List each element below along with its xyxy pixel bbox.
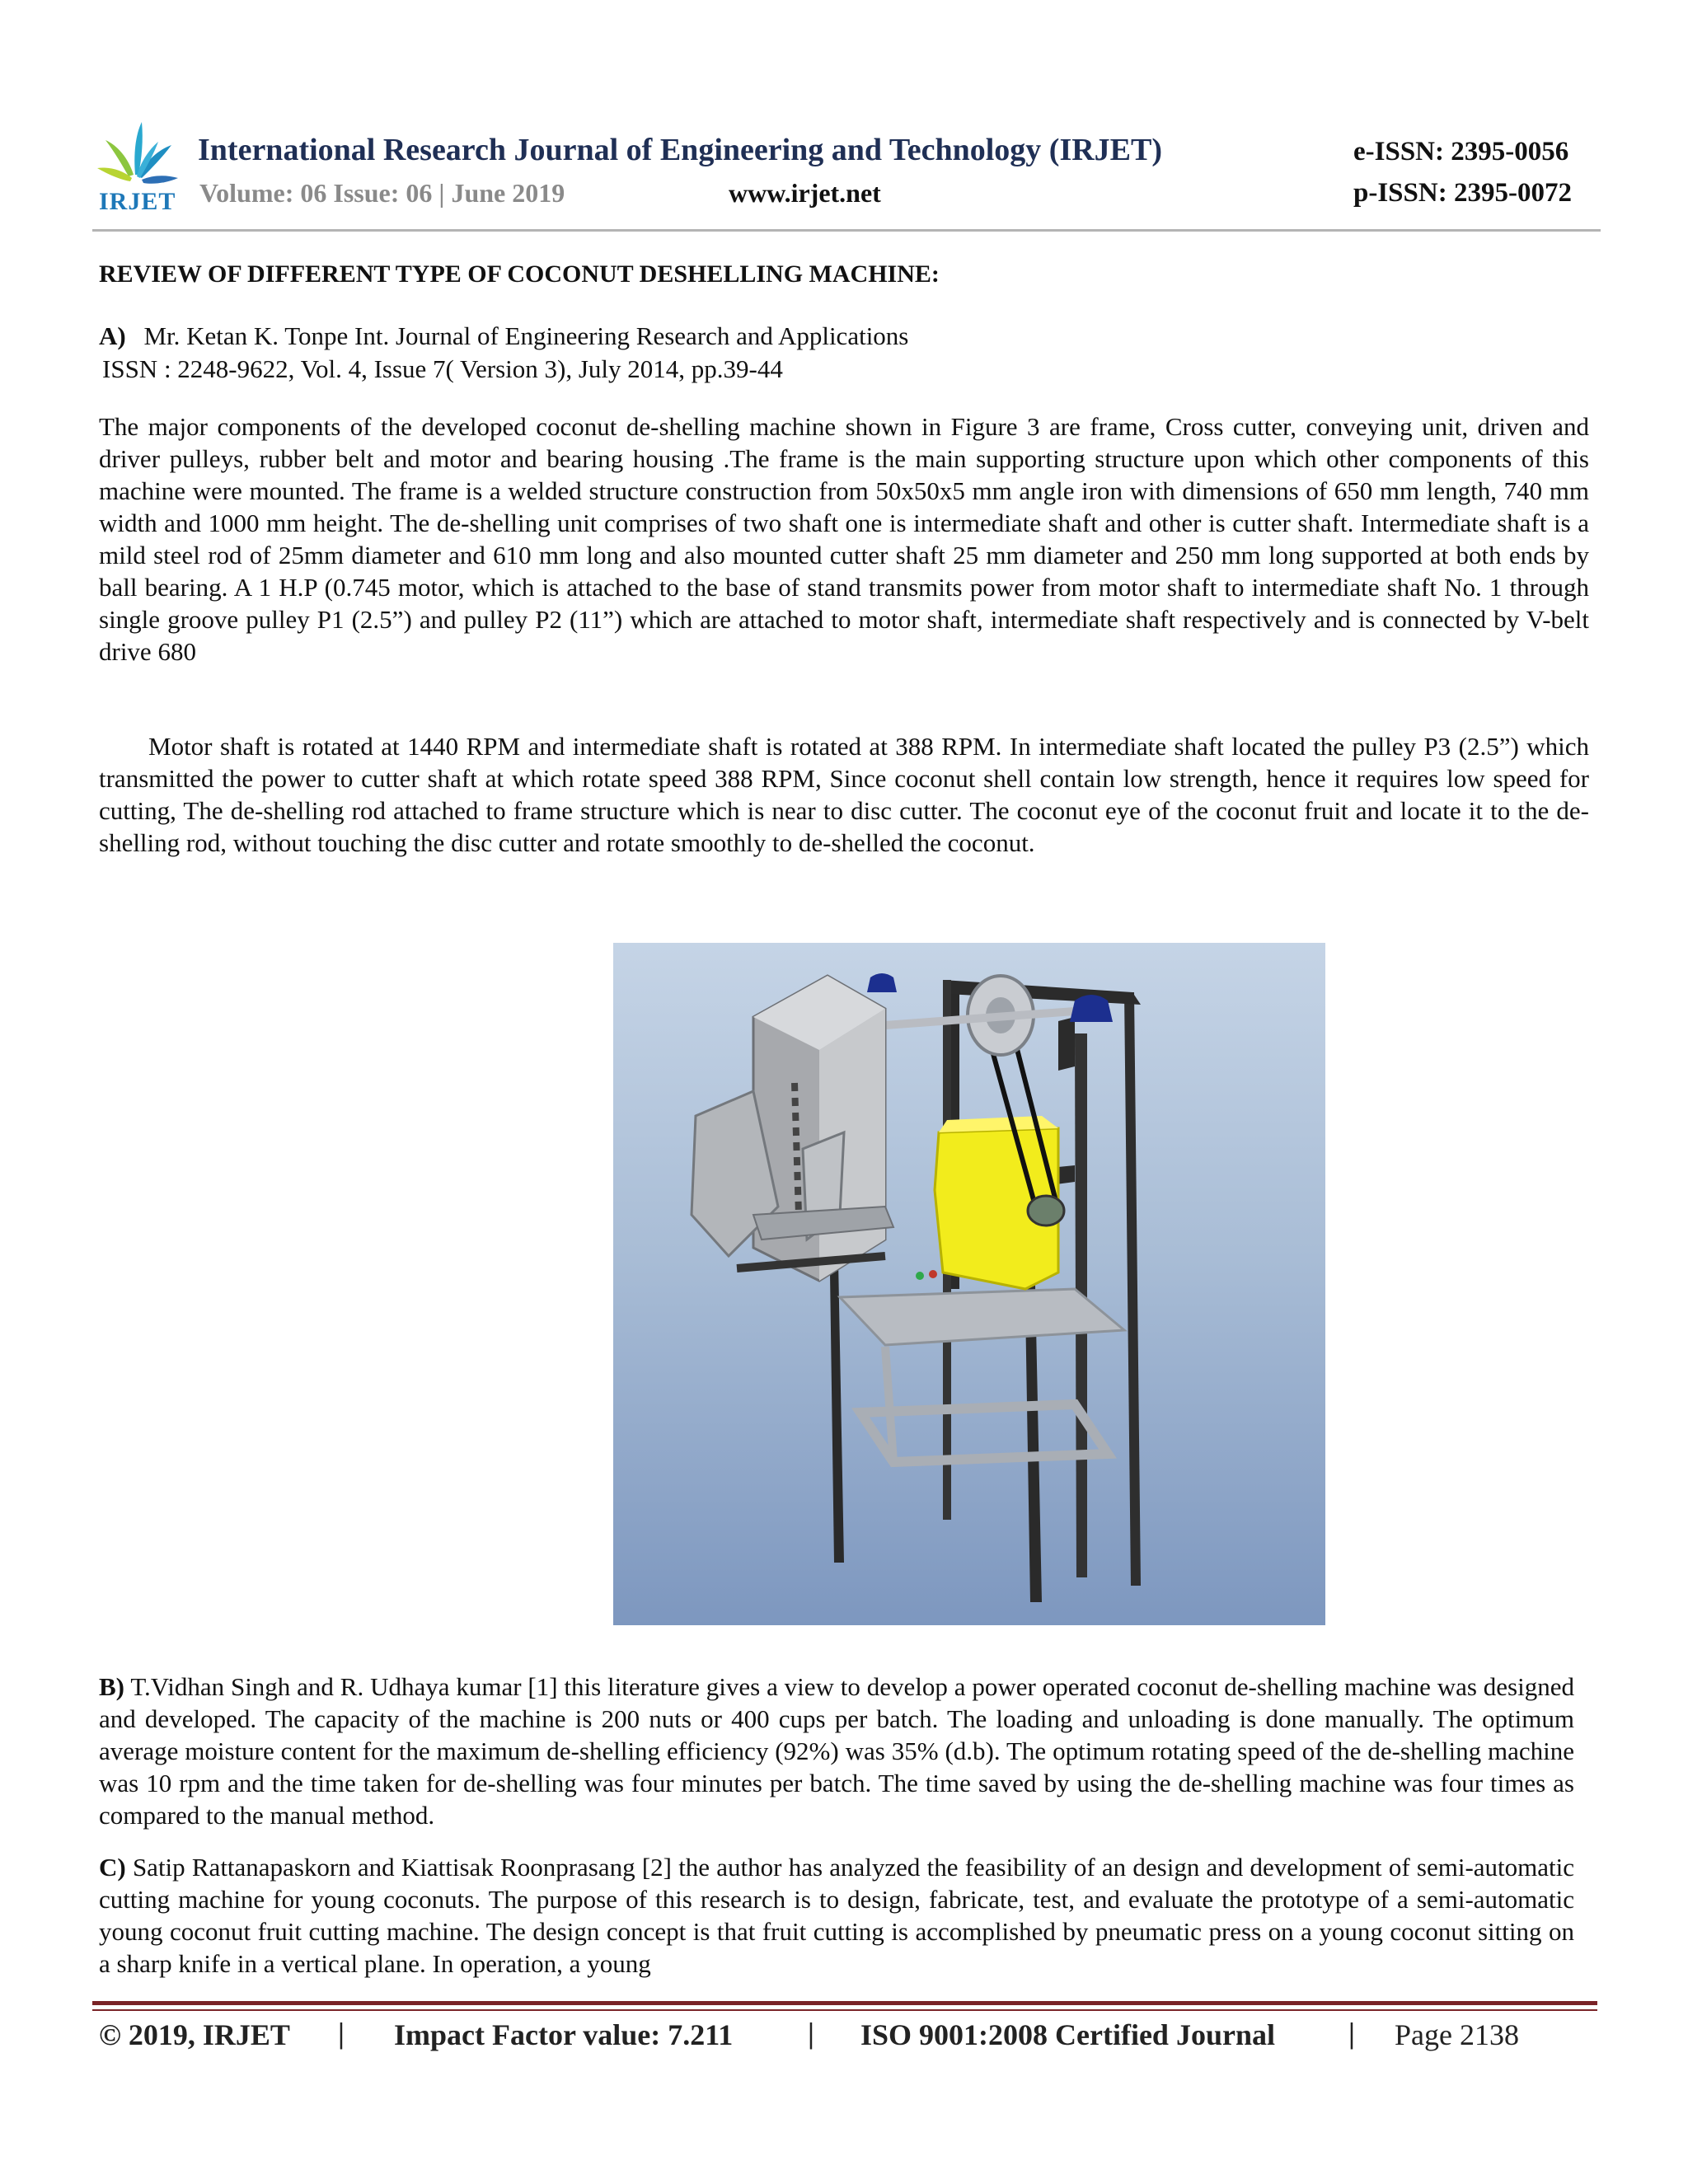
irjet-logo xyxy=(92,117,183,216)
logo-text: IRJET xyxy=(99,188,176,215)
eissn: e-ISSN: 2395-0056 xyxy=(1353,137,1569,166)
footer-rule-thin xyxy=(92,2009,1597,2011)
motor-pulley xyxy=(1028,1196,1064,1226)
footer-separator-2: | xyxy=(808,2017,814,2050)
section-heading: REVIEW OF DIFFERENT TYPE OF COCONUT DESHELLING MACHINE: xyxy=(99,260,940,288)
footer-copyright: © 2019, IRJET xyxy=(99,2018,290,2051)
reference-a-line2: ISSN : 2248-9622, Vol. 4, Issue 7( Version 3), July 2014, pp.39-44 xyxy=(102,354,783,383)
pissn: p-ISSN: 2395-0072 xyxy=(1353,178,1572,208)
paragraph-c-text: Satip Rattanapaskorn and Kiattisak Roonprasang [2] the author has analyzed the feasibility of an design and development of semi-automatic cutting machine for young coconuts. The purpose of this research is to design, fabricate, test, and evaluate the prototype of a semi-automatic young coconut fruit cutting machine. The design concept is that fruit cutting is accomplished by pneumatic press on a young coconut sitting on a sharp knife in a vertical plane. In operation, a young xyxy=(99,1853,1574,1978)
bearing-left xyxy=(867,973,897,992)
footer-iso: ISO 9001:2008 Certified Journal xyxy=(860,2018,1275,2051)
footer-rule-thick xyxy=(92,2001,1597,2005)
frame-leg-back-right xyxy=(1124,992,1141,1586)
footer-impact-factor: Impact Factor value: 7.211 xyxy=(394,2018,734,2051)
reference-c-label: C) xyxy=(99,1853,126,1882)
reference-a-line1 xyxy=(99,321,908,351)
paragraph-b-text: T.Vidhan Singh and R. Udhaya kumar [1] this literature gives a view to develop a power operated coconut de-shelling machine was designed and developed. The capacity of the machine is 200 nuts or 400 cups per batch. The loading and unloading is done manually. The optimum average moisture content for the maximum de-shelling efficiency (92%) was 35% (d.b). The optimum rotating speed of the de-shelling machine was 10 rpm and the time taken for de-shelling was four minutes per batch. The time saved by using the de-shelling machine was four times as compared to the manual method. xyxy=(99,1672,1574,1830)
footer-separator-1: | xyxy=(338,2017,345,2050)
reference-b-label: B) xyxy=(99,1672,124,1701)
reference-a-text: Mr. Ketan K. Tonpe Int. Journal of Engineering Research and Applications xyxy=(143,321,909,350)
paragraph-2: Motor shaft is rotated at 1440 RPM and intermediate shaft is rotated at 388 RPM. In intermediate shaft located the pulley P3 (2.5”) which transmitted the power to cutter shaft at which rotate speed 388 RPM, Since coconut shell contain low strength, hence it requires low speed for cutting, The de-shelling rod attached to frame structure which is near to disc cutter. The coconut eye of the coconut fruit and locate it to the de-shelling rod, without touching the disc cutter and rotate smoothly to de-shelled the coconut. xyxy=(99,732,1589,857)
issue-line: Volume: 06 Issue: 06 | June 2019 xyxy=(199,178,565,208)
footer-page-number: Page 2138 xyxy=(1395,2018,1519,2051)
header-rule xyxy=(92,229,1601,232)
reference-a-label: A) xyxy=(99,321,126,350)
paragraph-1: The major components of the developed coconut de-shelling machine shown in Figure 3 are frame, Cross cutter, conveying unit, driven and driver pulleys, rubber belt and motor and bearing housing .The frame is the main supporting structure upon which other components of this machine were mounted. The frame is a welded structure construction from 50x50x5 mm angle iron with dimensions of 650 mm length, 740 mm width and 1000 mm height. The de-shelling unit comprises of two shaft one is intermediate shaft and other is cutter shaft. Intermediate shaft is a mild steel rod of 25mm diameter and 610 mm long and also mounted cutter shaft 25 mm diameter and 250 mm long supported at both ends by ball bearing. A 1 H.P (0.745 motor, which is attached to the base of stand transmits power from motor shaft to intermediate shaft No. 1 through single groove pulley P1 (2.5”) and pulley P2 (11”) which are attached to motor shaft, intermediate shaft respectively and is connected by V-belt drive 680 xyxy=(99,412,1589,666)
website-link[interactable]: www.irjet.net xyxy=(729,178,881,208)
journal-title: International Research Journal of Engineering and Technology (IRJET) xyxy=(198,133,1163,167)
paragraph-b xyxy=(99,1671,1574,1831)
footer-separator-3: | xyxy=(1348,2017,1355,2050)
paragraph-c xyxy=(99,1851,1574,1980)
coconut-deshelling-machine-figure xyxy=(613,943,1325,1625)
